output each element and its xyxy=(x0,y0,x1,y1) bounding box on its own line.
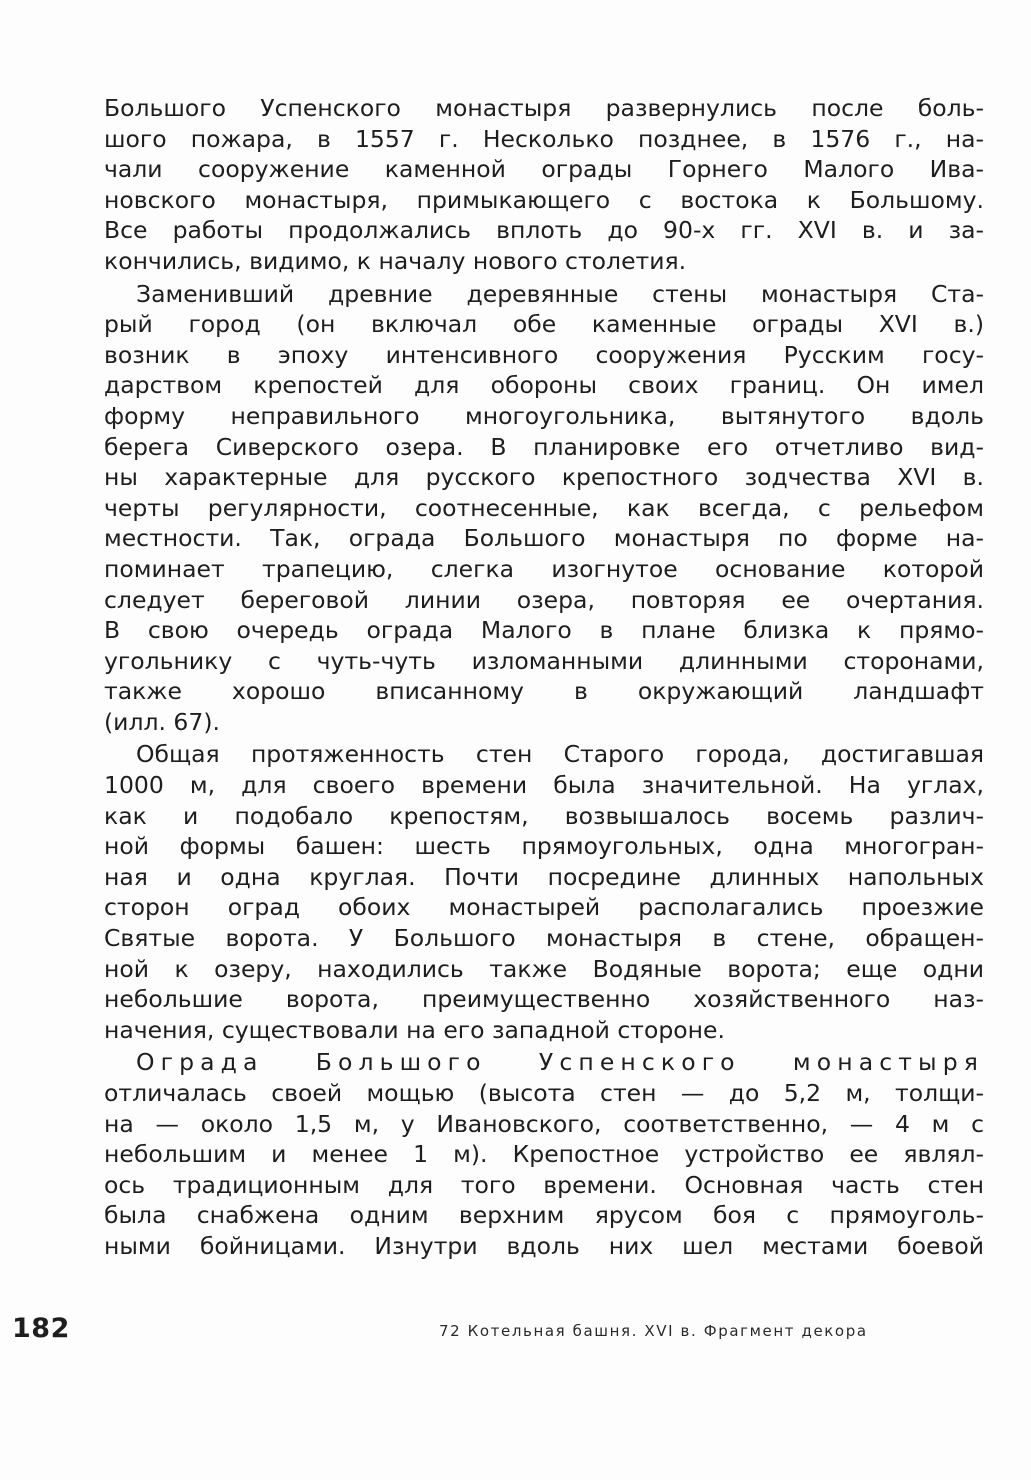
text-line: возник в эпоху интенсивного сооружения Русским госу- xyxy=(104,340,984,369)
paragraph-start: Ограда Большого Успенского монастыря xyxy=(136,1048,984,1077)
text-line: кончились, видимо, к началу нового столетия. xyxy=(104,246,687,275)
text-line: дарством крепостей для обороны своих границ. Он имел xyxy=(104,371,984,400)
text-line: как и подобало крепостям, возвышалось восемь различ- xyxy=(104,801,984,830)
page-number: 182 xyxy=(12,1313,70,1344)
text-line: ная и одна круглая. Почти посредине длинных напольных xyxy=(104,862,984,891)
text-line: на — около 1,5 м, у Ивановского, соответственно, — 4 м с xyxy=(104,1109,984,1138)
text-line: также хорошо вписанному в окружающий ландшафт xyxy=(104,677,984,706)
text-line: угольнику с чуть-чуть изломанными длинными сторонами, xyxy=(104,646,984,675)
text-line: ными бойницами. Изнутри вдоль них шел местами боевой xyxy=(104,1231,984,1260)
text-line: поминает трапецию, слегка изогнутое основание которой xyxy=(104,554,984,583)
text-line: (илл. 67). xyxy=(104,707,220,736)
body-text xyxy=(104,93,984,1262)
text-line: рый город (он включал обе каменные ограды XVI в.) xyxy=(104,310,984,339)
text-line: отличалась своей мощью (высота стен — до 5,2 м, толщи- xyxy=(104,1079,984,1107)
text-line: местности. Так, ограда Большого монастыря по форме на- xyxy=(104,524,984,553)
text-line: берега Сиверского озера. В планировке его отчетливо вид- xyxy=(104,432,984,461)
text-line: шого пожара, в 1557 г. Несколько позднее, в 1576 г., на- xyxy=(104,124,984,153)
text-line: новского монастыря, примыкающего с востока к Большому. xyxy=(104,185,984,214)
text-line: черты регулярности, соотнесенные, как всегда, с рельефом xyxy=(104,493,984,522)
paragraph-start: Заменивший древние деревянные стены монастыря Ста- xyxy=(136,279,984,308)
text-line: В свою очередь ограда Малого в плане близка к прямо- xyxy=(104,616,984,645)
paragraph-start: Общая протяженность стен Старого города, достигавшая xyxy=(136,740,984,769)
text-line: ны характерные для русского крепостного зодчества XVI в. xyxy=(104,463,984,492)
text-line: ось традиционным для того времени. Основная часть стен xyxy=(104,1170,984,1199)
figure-caption: 72 Котельная башня. XVI в. Фрагмент декора xyxy=(439,1322,868,1340)
text-line: ной к озеру, находились также Водяные ворота; еще одни xyxy=(104,954,984,983)
text-line: небольшим и менее 1 м). Крепостное устройство ее являл- xyxy=(104,1140,984,1169)
text-line: следует береговой линии озера, повторяя ее очертания. xyxy=(104,585,984,614)
text-line: чали сооружение каменной ограды Горнего Малого Ива- xyxy=(104,155,984,184)
text-line: форму неправильного многоугольника, вытянутого вдоль xyxy=(104,401,984,430)
text-line: Большого Успенского монастыря развернулись после боль- xyxy=(104,94,984,122)
text-line: Все работы продолжались вплоть до 90-х гг. XVI в. и за- xyxy=(104,216,984,245)
text-line: была снабжена одним верхним ярусом боя с прямоуголь- xyxy=(104,1201,984,1230)
text-line: начения, существовали на его западной стороне. xyxy=(104,1015,725,1044)
text-line: 1000 м, для своего времени была значительной. На углах, xyxy=(104,771,984,800)
text-line: Святые ворота. У Большого монастыря в стене, обращен- xyxy=(104,924,984,953)
text-line: небольшие ворота, преимущественно хозяйственного наз- xyxy=(104,985,984,1014)
text-line: ной формы башен: шесть прямоугольных, одна многогран- xyxy=(104,832,984,861)
text-line: сторон оград обоих монастырей располагались проезжие xyxy=(104,893,984,922)
